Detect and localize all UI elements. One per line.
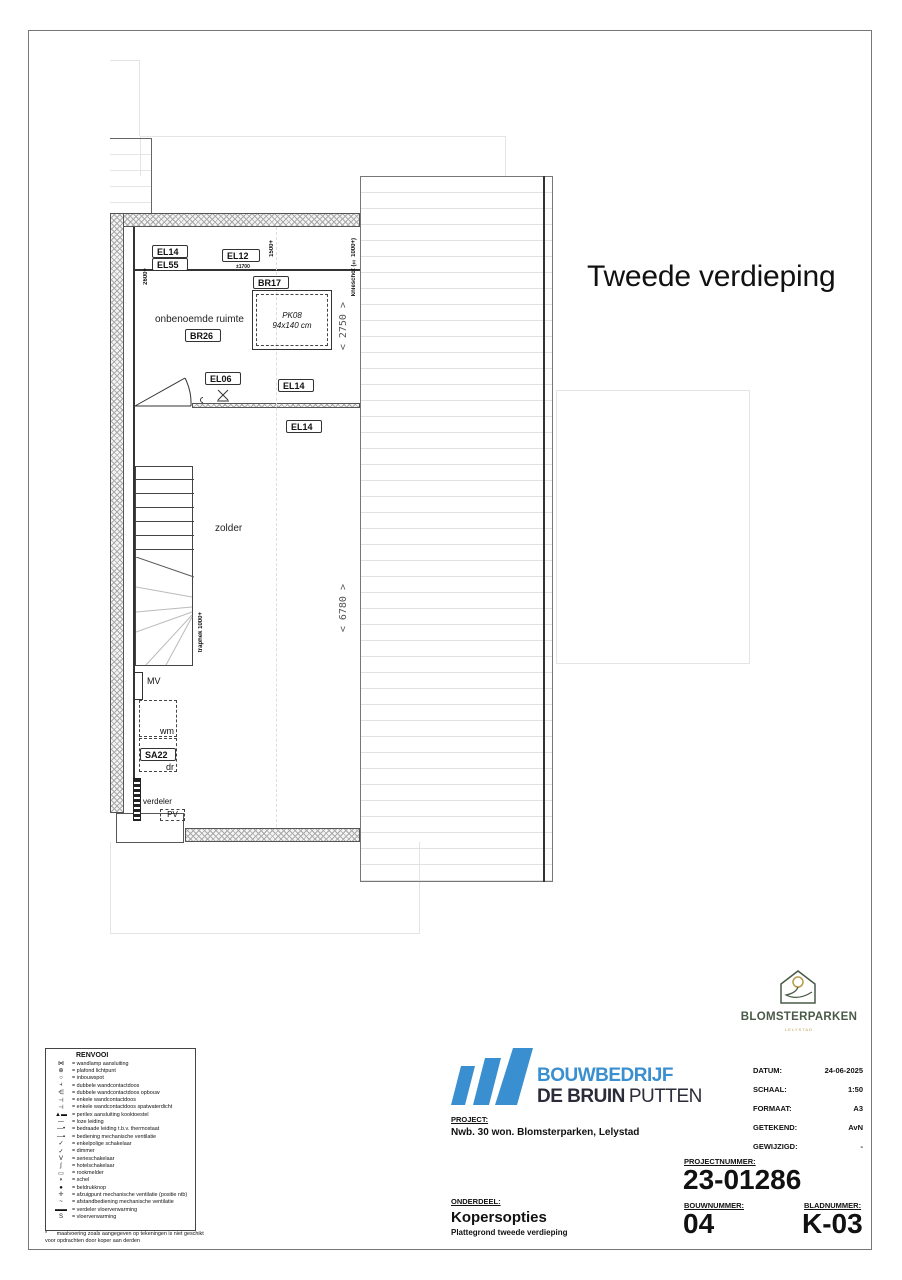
roof-window-code: PK08 — [282, 311, 302, 320]
verdeler-label: verdeler — [143, 797, 172, 806]
neighbour-outline-upper — [140, 136, 506, 176]
dimension-6780: < 6780 > — [338, 584, 349, 633]
meta-row — [753, 1066, 863, 1075]
legend-note-text: maatvoering zoals aangegeven op tekeningen is niet geschikt voor opdrachten door koper aan derden — [45, 1231, 204, 1244]
tag-el12: EL12 — [222, 249, 260, 262]
builder-name-bold: DE BRUIN — [537, 1086, 625, 1107]
door-swing-icon — [133, 370, 203, 410]
legend-item — [50, 1148, 191, 1155]
bladnummer-value: K-03 — [802, 1208, 863, 1239]
tag-el06: EL06 — [205, 372, 241, 385]
wall-top — [110, 213, 360, 227]
legend-item-text: = rookmelder — [72, 1170, 104, 1177]
meta-table — [753, 1066, 863, 1161]
legend-symbol-icon: ⊣ — [58, 1104, 64, 1111]
dimension-2750: < 2750 > — [338, 302, 349, 351]
legend-item — [50, 1199, 191, 1206]
tag-br26: BR26 — [185, 329, 221, 342]
meta-label: GETEKEND: — [753, 1123, 798, 1132]
legend-symbol-icon: ⊕ — [58, 1068, 64, 1075]
legend-item-text: = beldrukknop — [72, 1184, 107, 1191]
legend-item-text: = plafond lichtpunt — [72, 1067, 116, 1074]
knieschot-label: knieschot (± 1000+) — [351, 238, 357, 297]
project-label: PROJECT: — [451, 1115, 489, 1124]
dormer-outline — [110, 138, 152, 214]
tag-el55: EL55 — [152, 258, 188, 271]
legend-item-text: = dubbele wandcontactdoos — [72, 1082, 140, 1089]
legend-item — [50, 1177, 191, 1184]
legend-symbol-icon: ● — [59, 1184, 63, 1191]
blomsterparken-wordmark: BLOMSTERPARKEN — [740, 1011, 858, 1023]
meta-value: - — [860, 1142, 863, 1151]
legend-symbol-icon: ⋲ — [58, 1090, 64, 1097]
bouwnummer-label: BOUWNUMMER: — [684, 1201, 744, 1210]
legend-item — [50, 1067, 191, 1074]
legend-item — [50, 1118, 191, 1125]
legend-item-text: = bedraade leiding t.b.v. thermostaat — [72, 1126, 160, 1133]
legend-item-text: = perilex aansluiting kooktoestel — [72, 1111, 149, 1118]
meta-row — [753, 1123, 863, 1132]
legend-note-bullet: * — [45, 1231, 48, 1237]
tag-el14: EL14 — [152, 245, 188, 258]
legend-item-text: = enkele wandcontactdoos — [72, 1097, 136, 1104]
wm-label: wm — [160, 726, 174, 736]
wall-left — [110, 213, 124, 813]
legend-item — [50, 1191, 191, 1198]
meta-value: 24-06-2025 — [824, 1066, 863, 1075]
legend-item-text: = bediening mechanische ventilatie — [72, 1133, 157, 1140]
projectnummer-value: 23-01286 — [683, 1164, 802, 1195]
legend-item — [50, 1162, 191, 1169]
legend-symbol-icon: ▬▬ — [55, 1206, 67, 1213]
project-value: Nwb. 30 won. Blomsterparken, Lelystad — [451, 1127, 640, 1138]
pv-box: PV — [160, 809, 185, 821]
legend-symbol-icon: ⋈ — [58, 1061, 64, 1068]
legend-symbol-icon: ◗ — [59, 1177, 63, 1184]
legend-title: RENVOOI — [76, 1052, 109, 1059]
roof-window-size: 94x140 cm — [272, 321, 312, 330]
legend-item — [50, 1089, 191, 1096]
meta-label: SCHAAL: — [753, 1085, 787, 1094]
roof-edge — [543, 176, 545, 882]
wall-bottom — [185, 828, 360, 842]
legend-symbol-icon: ~ — [59, 1199, 63, 1206]
legend-symbol-icon: ⫞ — [59, 1082, 63, 1089]
dimension-2600: 2600+ — [143, 268, 149, 285]
legend-item — [50, 1104, 191, 1111]
meta-label: DATUM: — [753, 1066, 783, 1075]
onderdeel-value: Kopersopties — [451, 1209, 547, 1226]
blomsterparken-house-icon — [778, 968, 818, 1006]
legend-item — [50, 1206, 191, 1213]
legend-item-text: = afzuigpunt mechanische ventilatie (positie ntb) — [72, 1191, 188, 1198]
legend-symbol-icon: ✓ — [58, 1141, 64, 1148]
legend-item-text: = enkele wandcontactdoos spatwaterdicht — [72, 1104, 173, 1111]
meta-row — [753, 1104, 863, 1113]
legend-item — [50, 1140, 191, 1147]
legend-item-text: = dimmer — [72, 1148, 95, 1155]
dimension-1700: ±1700 — [236, 264, 250, 270]
legend-item-text: = verdeler vloerverwarming — [72, 1206, 138, 1213]
legend-item-text: = serieschakelaar — [72, 1155, 115, 1162]
roof-plane — [360, 176, 553, 882]
tag-el14-b: EL14 — [278, 379, 314, 392]
neighbour-outline-right — [556, 390, 750, 664]
bladnummer-label: BLADNUMMER: — [804, 1201, 862, 1210]
traphek-label: traphek 1000+ — [198, 612, 204, 653]
tag-br17: BR17 — [253, 276, 289, 289]
legend-item-text: = inbouwspot — [72, 1075, 104, 1082]
meta-row — [753, 1085, 863, 1094]
meta-label: GEWIJZIGD: — [753, 1142, 798, 1151]
builder-name-line1: BOUWBEDRIJF — [537, 1065, 673, 1086]
room-label-onbenoemde-ruimte: onbenoemde ruimte — [155, 314, 244, 325]
legend-symbol-icon: ⊣ — [58, 1097, 64, 1104]
bouwbedrijf-logo-icon — [451, 1048, 535, 1106]
legend-item-text: = wandlamp aansluiting — [72, 1060, 129, 1067]
verdeler-vloerverwarming-icon — [133, 778, 141, 821]
projectnummer-label: PROJECTNUMMER: — [684, 1157, 756, 1166]
blomsterparken-sub: LELYSTAD — [785, 1027, 813, 1032]
legend-note — [45, 1231, 205, 1245]
meta-row — [753, 1142, 863, 1151]
legend-symbol-icon: ∫ — [60, 1162, 62, 1169]
builder-name-regular: PUTTEN — [628, 1086, 702, 1107]
mv-label: MV — [147, 676, 161, 686]
bouwnummer-value: 04 — [683, 1208, 715, 1239]
legend-item — [50, 1126, 191, 1133]
room-label-zolder: zolder — [215, 523, 243, 534]
builder-name-line2 — [537, 1086, 702, 1108]
legend-item — [50, 1213, 191, 1220]
tag-el14-c: EL14 — [286, 420, 322, 433]
stair — [135, 466, 193, 666]
legend-symbol-icon: V — [58, 1155, 63, 1162]
roof-window — [252, 290, 332, 350]
legend-symbol-icon: ▲▬ — [55, 1111, 67, 1118]
legend-symbol-icon: S — [58, 1213, 63, 1220]
legend-item — [50, 1133, 191, 1140]
legend-item-text: = hotelschakelaar — [72, 1162, 115, 1169]
dimension-1500: 1500+ — [269, 240, 275, 257]
meta-value: AvN — [848, 1123, 863, 1132]
legend-item-text: = schel — [72, 1177, 90, 1184]
legend-item — [50, 1096, 191, 1103]
legend-item-text: = enkelpolige schakelaar — [72, 1140, 132, 1147]
legend-item-text: = vloerverwarming — [72, 1213, 117, 1220]
legend-item — [50, 1075, 191, 1082]
legend-symbol-icon: ✓ — [58, 1148, 64, 1155]
legend-item — [50, 1082, 191, 1089]
ceiling-light-icon — [216, 388, 230, 402]
onderdeel-sub: Plattegrond tweede verdieping — [451, 1228, 568, 1237]
legend-box — [45, 1048, 196, 1231]
tag-sa22: SA22 — [140, 748, 176, 761]
mv-unit-icon — [133, 672, 143, 700]
legend-item — [50, 1184, 191, 1191]
legend-symbol-icon: —▪ — [56, 1133, 66, 1140]
legend-item-text: = dubbele wandcontactdoos opbouw — [72, 1089, 160, 1096]
floor-title: Tweede verdieping — [587, 260, 836, 293]
legend-item — [50, 1060, 191, 1067]
neighbour-outline-top — [110, 60, 140, 136]
onderdeel-label: ONDERDEEL: — [451, 1197, 501, 1206]
legend-item — [50, 1155, 191, 1162]
legend-symbol-icon: — — [58, 1119, 64, 1126]
dr-label: dr — [166, 762, 175, 772]
legend-symbol-icon: ○ — [59, 1075, 63, 1082]
legend-item-text: = afstandbediening mechanische ventilatie — [72, 1199, 174, 1206]
meta-value: 1:50 — [847, 1085, 863, 1094]
legend-item — [50, 1111, 191, 1118]
legend-symbol-icon: ▭ — [58, 1170, 64, 1177]
meta-label: FORMAAT: — [753, 1104, 792, 1113]
legend-symbol-icon: ✛ — [58, 1192, 64, 1199]
legend-symbol-icon: —• — [56, 1126, 66, 1133]
meta-value: A3 — [853, 1104, 863, 1113]
legend-item-text: = loze leiding — [72, 1119, 104, 1126]
legend-item — [50, 1169, 191, 1176]
